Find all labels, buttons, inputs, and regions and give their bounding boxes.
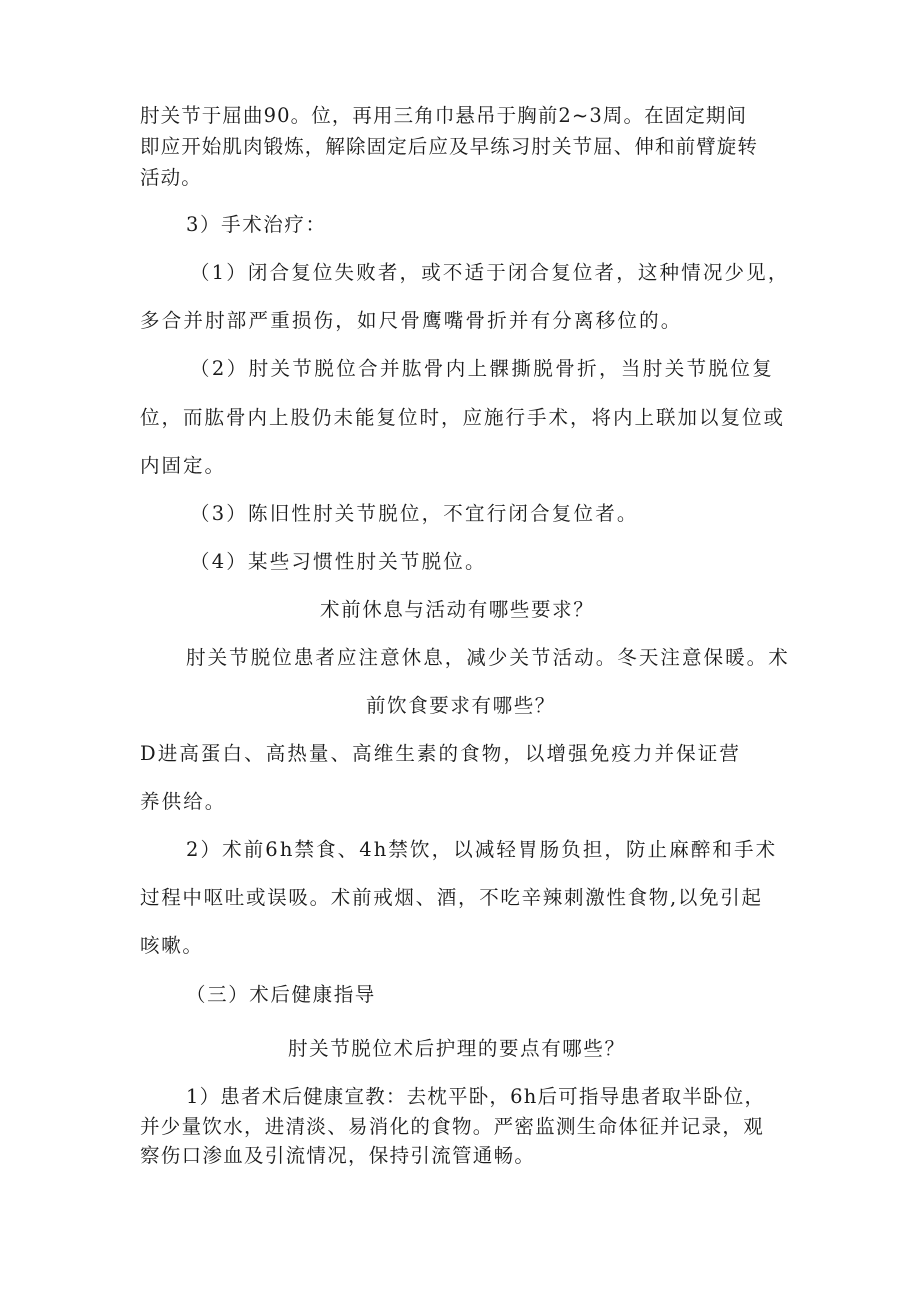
list-item-text: （3）陈旧性肘关节脱位，不宜行闭合复位者。 (190, 502, 639, 525)
list-item-text: （4）某些习惯性肘关节脱位。 (190, 550, 487, 573)
body-text-line: 过程中呕吐或误吸。术前戒烟、酒，不吃辛辣刺激性食物,以免引起 (140, 886, 763, 909)
list-item-text: 多合并肘部严重损伤，如尺骨鹰嘴骨折并有分离移位的。 (140, 309, 683, 332)
section-heading: （三）术后健康指导 (186, 983, 376, 1006)
body-text-line: 咳嗽。 (140, 934, 204, 957)
body-text-line: 肘关节脱位患者应注意休息，减少关节活动。冬天注意保暖。术 (186, 646, 790, 669)
section-heading: 3）手术治疗： (186, 213, 327, 236)
list-item-text: 内固定。 (140, 454, 227, 477)
body-text-line: 养供给。 (140, 790, 227, 813)
body-text-line: 肘关节于屈曲90。位，再用三角巾悬吊于胸前2~3周。在固定期间 (140, 104, 748, 127)
list-item-text: （1）闭合复位失败者，或不适于闭合复位者，这种情况少见， (190, 261, 790, 284)
question-heading: 肘关节脱位术后护理的要点有哪些？ (288, 1037, 626, 1060)
body-text-line: 2）术前6h禁食、4h禁饮，以减轻胃肠负担，防止麻醉和手术 (186, 838, 778, 861)
body-text-line: 活动。 (140, 166, 202, 189)
list-item-text: 位，而肱骨内上股仍未能复位时，应施行手术，将内上联加以复位或 (140, 406, 786, 429)
body-text-line: 即应开始肌肉锻炼，解除固定后应及早练习肘关节屈、伸和前臂旋转 (140, 135, 759, 158)
body-text-line: D进高蛋白、高热量、高维生素的食物，以增强免疫力并保证营 (140, 742, 741, 765)
question-heading: 前饮食要求有哪些？ (366, 694, 556, 717)
list-item-text: （2）肘关节脱位合并肱骨内上髁撕脱骨折，当肘关节脱位复 (190, 357, 775, 380)
body-text-line: 1）患者术后健康宣教：去枕平卧，6h后可指导患者取半卧位， (186, 1085, 766, 1108)
question-heading: 术前休息与活动有哪些要求？ (320, 598, 595, 621)
body-text-line: 并少量饮水，进清淡、易消化的食物。严密监测生命体征并记录，观 (140, 1115, 765, 1138)
body-text-line: 察伤口渗血及引流情况，保持引流管通畅。 (140, 1144, 536, 1167)
